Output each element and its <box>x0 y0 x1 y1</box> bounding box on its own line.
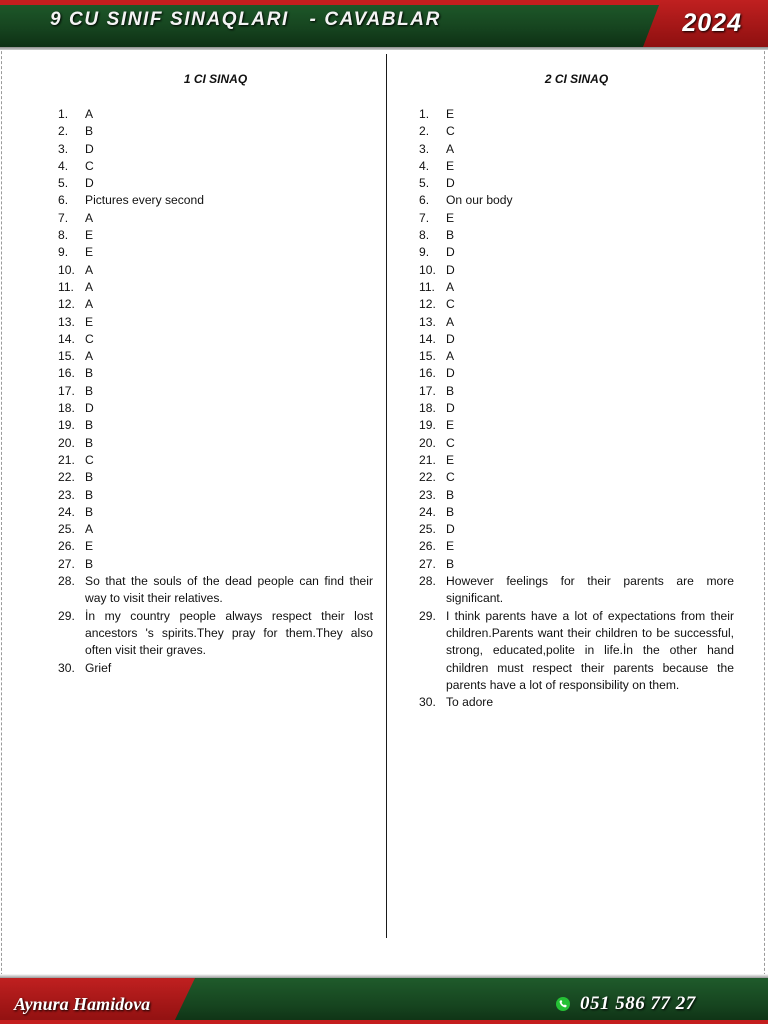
answer-item <box>419 279 734 296</box>
answer-number: 30. <box>419 695 436 710</box>
answer-item <box>58 556 373 573</box>
answer-number: 29. <box>419 608 436 623</box>
answer-text: B <box>446 383 455 398</box>
answer-text: B <box>446 556 455 571</box>
answer-text: I think parents have a lot of expectations from their children.Parents want their children to be successful, strong, educated,polite in life.İn the other hand children must respect their parents because the parents have a lot of responsibility on them. <box>446 608 734 692</box>
answer-number: 17. <box>419 383 436 398</box>
author-name: Aynura Hamidova <box>14 994 151 1014</box>
answer-text: C <box>85 452 94 467</box>
answer-item <box>419 314 734 331</box>
answer-item <box>419 106 734 123</box>
answer-text: D <box>446 401 455 416</box>
answer-text: E <box>85 539 94 554</box>
answer-item <box>419 487 734 504</box>
answer-item <box>419 244 734 261</box>
answer-number: 9. <box>419 245 430 260</box>
answer-text: E <box>446 107 455 121</box>
answer-text: A <box>446 279 455 294</box>
answer-text: C <box>85 158 94 173</box>
answer-text: A <box>85 297 94 312</box>
left-column-heading: 1 CI SINAQ <box>183 72 248 86</box>
answer-number: 4. <box>58 158 69 173</box>
answer-text: D <box>446 331 455 346</box>
answer-number: 11. <box>58 279 74 294</box>
answer-number: 18. <box>58 401 75 416</box>
answer-text: B <box>85 487 94 502</box>
answer-item <box>419 210 734 227</box>
answer-number: 26. <box>419 539 436 554</box>
answer-text: A <box>85 262 94 277</box>
answer-text: D <box>446 366 455 381</box>
answer-number: 8. <box>419 228 430 243</box>
page-title: 9 CU SINIF SINAQLARI - CAVABLAR <box>50 9 441 30</box>
answer-item <box>58 487 373 504</box>
answer-item <box>58 435 373 452</box>
right-column <box>419 72 734 711</box>
answer-item <box>58 227 373 244</box>
answer-number: 16. <box>419 366 436 381</box>
answer-number: 25. <box>419 522 436 537</box>
answer-number: 4. <box>419 158 430 173</box>
answer-text: A <box>446 349 455 364</box>
phone-contact <box>556 993 696 1015</box>
answer-text: B <box>85 366 94 381</box>
answer-text: D <box>85 141 94 156</box>
answer-item <box>419 348 734 365</box>
answer-number: 28. <box>419 574 436 589</box>
answer-number: 22. <box>58 470 75 485</box>
answer-item <box>419 400 734 417</box>
answer-number: 11. <box>419 279 435 294</box>
answer-number: 14. <box>58 331 75 346</box>
answer-item <box>58 383 373 400</box>
answer-number: 7. <box>58 210 69 225</box>
answer-text: E <box>85 245 94 260</box>
answer-text: B <box>85 418 94 433</box>
answer-text: B <box>85 556 94 571</box>
answer-number: 19. <box>419 418 436 433</box>
answer-item <box>58 452 373 469</box>
answer-item <box>58 192 373 209</box>
answer-text: B <box>85 504 94 519</box>
answer-item <box>58 106 373 123</box>
answer-number: 12. <box>419 297 436 312</box>
answer-number: 13. <box>419 314 436 329</box>
answer-number: 10. <box>58 262 75 277</box>
answer-text: E <box>446 210 455 225</box>
answer-item <box>58 469 373 486</box>
answer-text: A <box>85 279 94 294</box>
phone-number: 051 586 77 27 <box>580 993 696 1014</box>
answer-text: B <box>85 383 94 398</box>
answer-number: 30. <box>58 660 75 675</box>
answer-number: 12. <box>58 297 75 312</box>
answer-text: Grief <box>85 660 112 675</box>
answer-item <box>419 227 734 244</box>
answer-number: 24. <box>58 504 75 519</box>
answer-number: 28. <box>58 574 75 589</box>
answer-item <box>419 296 734 313</box>
answer-text: D <box>446 522 455 537</box>
answer-number: 2. <box>58 124 69 139</box>
answer-text: B <box>85 435 94 450</box>
answer-text: D <box>85 176 94 191</box>
answer-item <box>419 158 734 175</box>
answer-number: 20. <box>419 435 436 450</box>
answer-text: E <box>446 418 455 433</box>
answer-item <box>58 521 373 538</box>
answer-item <box>419 538 734 555</box>
answer-text: So that the souls of the dead people can find their way to visit their relatives. <box>85 574 373 606</box>
answer-number: 6. <box>58 193 69 208</box>
year-label: 2024 <box>682 9 742 37</box>
answer-item <box>58 365 373 382</box>
answer-item <box>419 694 734 711</box>
answer-number: 15. <box>58 349 75 364</box>
answer-text: D <box>446 176 455 191</box>
answer-item <box>58 244 373 261</box>
answer-number: 23. <box>419 487 436 502</box>
answer-item <box>419 435 734 452</box>
header-banner <box>0 0 768 50</box>
answer-item <box>419 556 734 573</box>
answer-item <box>419 123 734 140</box>
answer-number: 22. <box>419 470 436 485</box>
header-shadow <box>0 47 768 50</box>
answer-number: 6. <box>419 193 430 208</box>
answer-text: C <box>446 435 455 450</box>
answer-text: B <box>446 228 455 243</box>
answer-item <box>419 262 734 279</box>
answer-item <box>58 348 373 365</box>
answer-number: 14. <box>419 331 436 346</box>
answer-item <box>419 417 734 434</box>
answer-item <box>419 469 734 486</box>
answer-item <box>58 296 373 313</box>
answer-text: Pictures every second <box>85 193 204 208</box>
answer-item <box>58 660 373 677</box>
answer-number: 27. <box>419 556 436 571</box>
left-column <box>58 72 373 677</box>
answer-number: 5. <box>58 176 69 191</box>
answer-text: B <box>446 504 455 519</box>
answer-text: İn my country people always respect their lost ancestors 's spirits.They pray for them.They also often visit their graves. <box>85 608 373 658</box>
answer-text: E <box>446 452 455 467</box>
answer-item <box>58 608 373 660</box>
answer-text: B <box>85 124 94 139</box>
answer-number: 7. <box>419 210 430 225</box>
answer-text: A <box>85 210 94 225</box>
left-answer-list <box>58 106 373 677</box>
answer-number: 2. <box>419 124 430 139</box>
answer-item <box>419 175 734 192</box>
answer-text: C <box>446 297 455 312</box>
answer-item <box>58 279 373 296</box>
answer-text: D <box>85 401 94 416</box>
answer-item <box>58 175 373 192</box>
answer-text: A <box>85 107 94 121</box>
right-column-heading: 2 CI SINAQ <box>544 72 609 86</box>
answer-text: However feelings for their parents are more significant. <box>446 574 734 606</box>
answer-item <box>58 210 373 227</box>
answer-number: 19. <box>58 418 75 433</box>
right-answer-list <box>419 106 734 711</box>
answer-text: A <box>85 522 94 537</box>
answer-item <box>58 573 373 608</box>
answer-item <box>58 141 373 158</box>
answer-text: B <box>85 470 94 485</box>
answer-number: 20. <box>58 435 75 450</box>
answer-item <box>419 452 734 469</box>
answer-item <box>58 331 373 348</box>
answer-item <box>419 331 734 348</box>
answer-number: 27. <box>58 556 75 571</box>
whatsapp-icon <box>556 997 570 1011</box>
answer-text: To adore <box>446 695 494 710</box>
answer-text: B <box>446 487 455 502</box>
answer-number: 25. <box>58 522 75 537</box>
answer-number: 15. <box>419 349 436 364</box>
answer-item <box>419 365 734 382</box>
answer-item <box>58 504 373 521</box>
answer-number: 23. <box>58 487 75 502</box>
answer-item <box>419 608 734 694</box>
answer-text: A <box>85 349 94 364</box>
answer-item <box>419 192 734 209</box>
answer-item <box>58 158 373 175</box>
answer-number: 18. <box>419 401 436 416</box>
answer-number: 10. <box>419 262 436 277</box>
answer-number: 1. <box>58 107 69 121</box>
answer-text: A <box>446 141 455 156</box>
answer-text: E <box>85 314 94 329</box>
answer-number: 17. <box>58 383 75 398</box>
answer-item <box>58 538 373 555</box>
answer-text: C <box>446 124 455 139</box>
answer-text: E <box>446 539 455 554</box>
answer-item <box>419 573 734 608</box>
answer-number: 21. <box>419 452 436 467</box>
answer-number: 21. <box>58 452 75 467</box>
answer-item <box>58 123 373 140</box>
answer-text: D <box>446 245 455 260</box>
answer-item <box>419 521 734 538</box>
answer-number: 1. <box>419 107 430 121</box>
answer-text: C <box>85 331 94 346</box>
answer-item <box>58 314 373 331</box>
answer-number: 16. <box>58 366 75 381</box>
answer-text: E <box>85 228 94 243</box>
answer-number: 5. <box>419 176 430 191</box>
footer-banner <box>0 974 768 1024</box>
answer-number: 3. <box>419 141 430 156</box>
answer-number: 13. <box>58 314 75 329</box>
answer-item <box>419 504 734 521</box>
answer-number: 29. <box>58 608 75 623</box>
header-red-stripe <box>0 0 768 5</box>
answer-item <box>58 400 373 417</box>
answer-text: On our body <box>446 193 513 208</box>
answer-number: 9. <box>58 245 69 260</box>
answer-number: 3. <box>58 141 69 156</box>
answer-item <box>58 262 373 279</box>
answer-text: D <box>446 262 455 277</box>
answer-item <box>419 141 734 158</box>
answer-text: A <box>446 314 455 329</box>
column-divider <box>386 54 387 938</box>
answer-number: 26. <box>58 539 75 554</box>
answer-item <box>419 383 734 400</box>
footer-red-stripe <box>0 1020 768 1024</box>
answer-number: 24. <box>419 504 436 519</box>
answer-number: 8. <box>58 228 69 243</box>
answer-text: E <box>446 158 455 173</box>
answer-item <box>58 417 373 434</box>
answer-text: C <box>446 470 455 485</box>
